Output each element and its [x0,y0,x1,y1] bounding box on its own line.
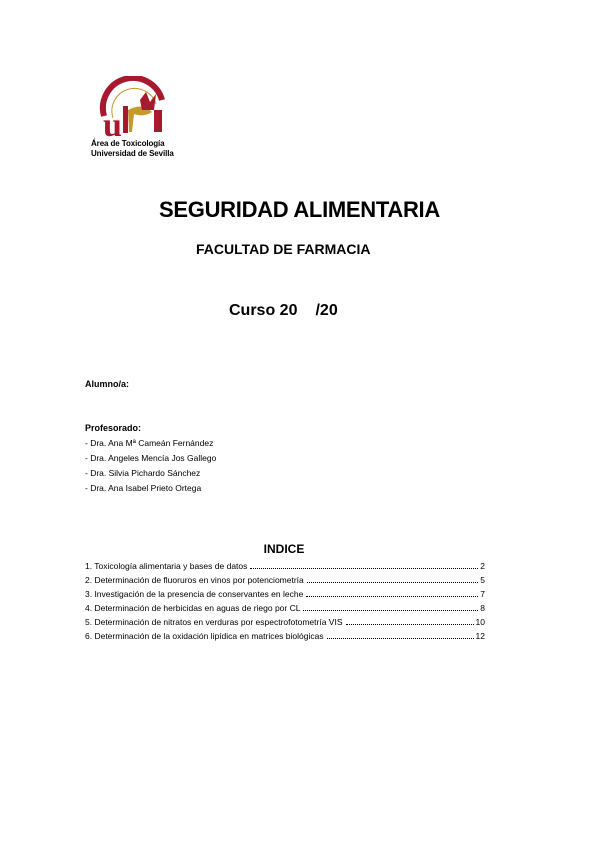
toc-entry-title: 2. Determinación de fluoruros en vinos por potenciometría [85,575,304,585]
toc-leader-dots [327,638,474,639]
faculty-member: - Dra. Ana Mª Cameán Fernández [85,438,214,448]
faculty-heading: Profesorado: [85,423,142,433]
table-of-contents [85,559,485,643]
logo-department-text: Área de Toxicología [91,139,165,148]
toc-entry[interactable] [85,573,485,587]
toc-entry[interactable] [85,601,485,615]
toc-entry[interactable] [85,587,485,601]
toc-entry-page: 2 [480,561,485,571]
page-title: SEGURIDAD ALIMENTARIA [159,197,440,222]
toc-entry-title: 3. Investigación de la presencia de conservantes en leche [85,589,304,599]
student-label: Alumno/a: [85,379,129,389]
faculty-member: - Dra. Silvia Pichardo Sánchez [85,468,201,478]
toc-entry-page: 8 [480,603,485,613]
course-label: Curso 20 [229,302,298,319]
faculty-member: - Dra. Ana Isabel Prieto Ortega [85,483,202,493]
toc-entry-page: 10 [475,617,485,627]
toc-entry-title: 5. Determinación de nitratos en verduras por espectrofotometría VIS [85,617,343,627]
faculty-member: - Dra. Angeles Mencía Jos Gallego [85,453,217,463]
university-seal-icon [96,76,170,138]
faculty-list [85,436,216,496]
faculty-subtitle: FACULTAD DE FARMACIA [196,241,371,257]
toc-entry-title: 4. Determinación de herbicidas en aguas de riego por CL [85,603,301,613]
toc-entry[interactable] [85,615,485,629]
course-line [229,302,338,320]
toc-entry[interactable] [85,629,485,643]
university-logo [88,76,188,166]
toc-leader-dots [307,582,479,583]
toc-entry-title: 1. Toxicología alimentaria y bases de datos [85,561,248,571]
toc-leader-dots [346,624,474,625]
logo-university-text: Universidad de Sevilla [91,149,174,158]
toc-entry-page: 5 [480,575,485,585]
toc-entry[interactable] [85,559,485,573]
svg-text:u: u [103,107,122,138]
toc-leader-dots [250,568,478,569]
toc-entry-page: 12 [475,631,485,641]
toc-leader-dots [306,596,478,597]
toc-leader-dots [303,610,478,611]
index-heading: INDICE [263,542,305,556]
toc-entry-title: 6. Determinación de la oxidación lipídica en matrices biológicas [85,631,324,641]
toc-entry-page: 7 [480,589,485,599]
course-year-separator: /20 [315,302,338,319]
